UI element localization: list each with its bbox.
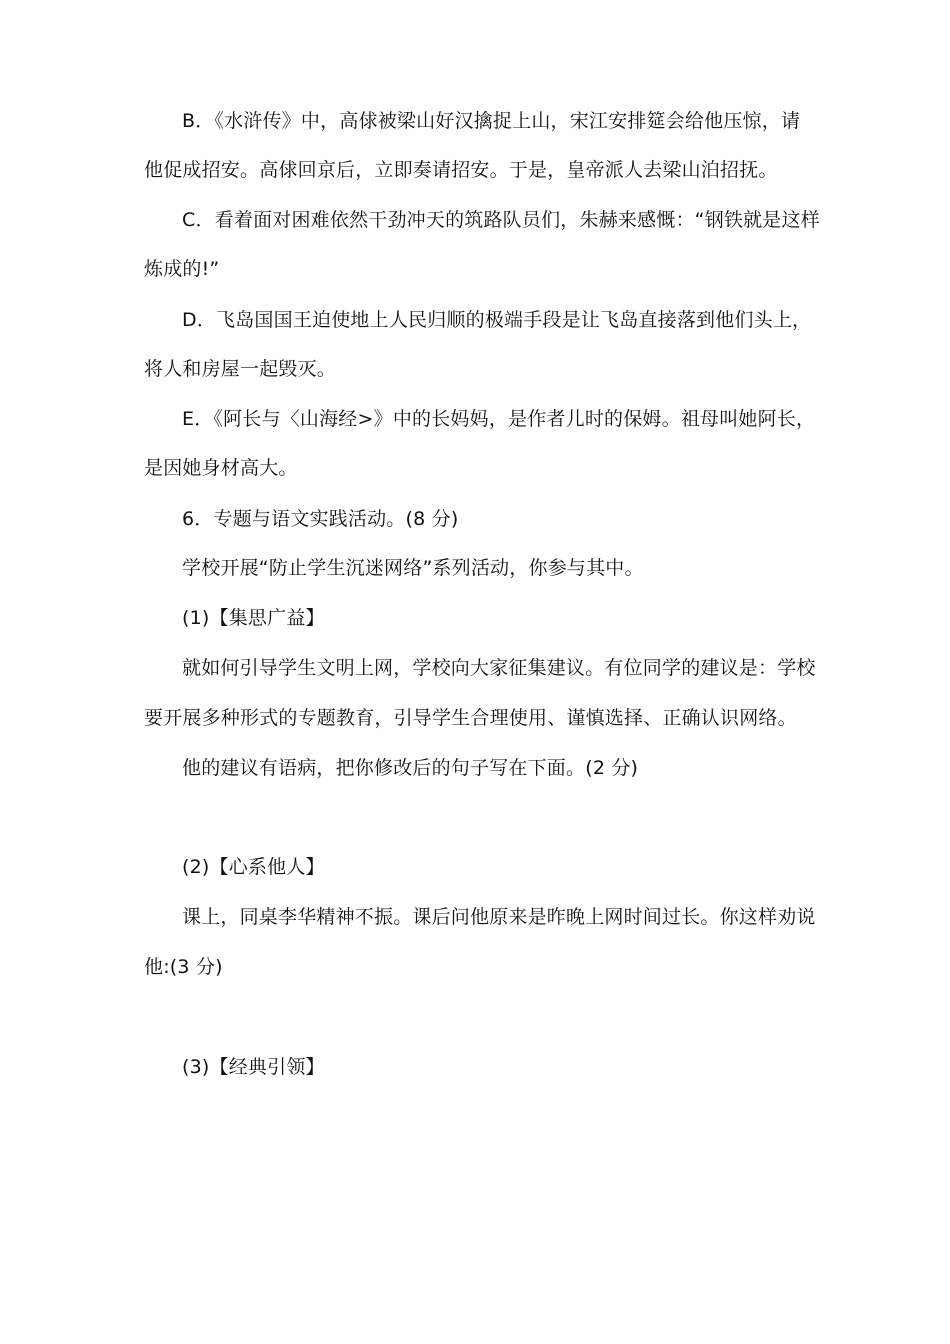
option-c-line-2: 炼成的!” <box>144 258 220 280</box>
part-2-text-line-2: 他:(3 分) <box>144 956 223 978</box>
option-d-line-1: D．飞岛国国王迫使地上人民归顺的极端手段是让飞岛直接落到他们头上， <box>182 309 812 331</box>
option-c-line-1: C．看着面对困难依然干劲冲天的筑路队员们，朱赫来感慨：“钢铁就是这样 <box>182 209 820 231</box>
part-2-text-line-1: 课上，同桌李华精神不振。课后问他原来是昨晚上网时间过长。你这样劝说 <box>182 906 816 928</box>
option-b-line-1: B．《水浒传》中，高俅被梁山好汉擒捉上山，宋江安排筵会给他压惊，请 <box>182 110 801 132</box>
option-b-line-2: 他促成招安。高俅回京后，立即奏请招安。于是，皇帝派人去梁山泊招抚。 <box>144 159 778 181</box>
part-1-prompt: 他的建议有语病，把你修改后的句子写在下面。(2 分) <box>182 757 639 779</box>
option-d-line-2: 将人和房屋一起毁灭。 <box>144 358 337 380</box>
part-1-label: (1)【集思广益】 <box>182 607 325 629</box>
question-6-heading: 6．专题与语文实践活动。(8 分) <box>182 508 459 530</box>
part-1-text-line-1: 就如何引导学生文明上网，学校向大家征集建议。有位同学的建议是：学校 <box>182 657 816 679</box>
part-3-label: (3)【经典引领】 <box>182 1056 325 1078</box>
option-e-line-2: 是因她身材高大。 <box>144 457 298 479</box>
part-1-text-line-2: 要开展多种形式的专题教育，引导学生合理使用、谨慎选择、正确认识网络。 <box>144 707 797 729</box>
question-6-intro: 学校开展“防止学生沉迷网络”系列活动，你参与其中。 <box>182 557 644 579</box>
option-e-line-1: E．《阿长与〈山海经>》中的长妈妈，是作者儿时的保姆。祖母叫她阿长， <box>182 408 816 430</box>
part-2-label: (2)【心系他人】 <box>182 856 325 878</box>
